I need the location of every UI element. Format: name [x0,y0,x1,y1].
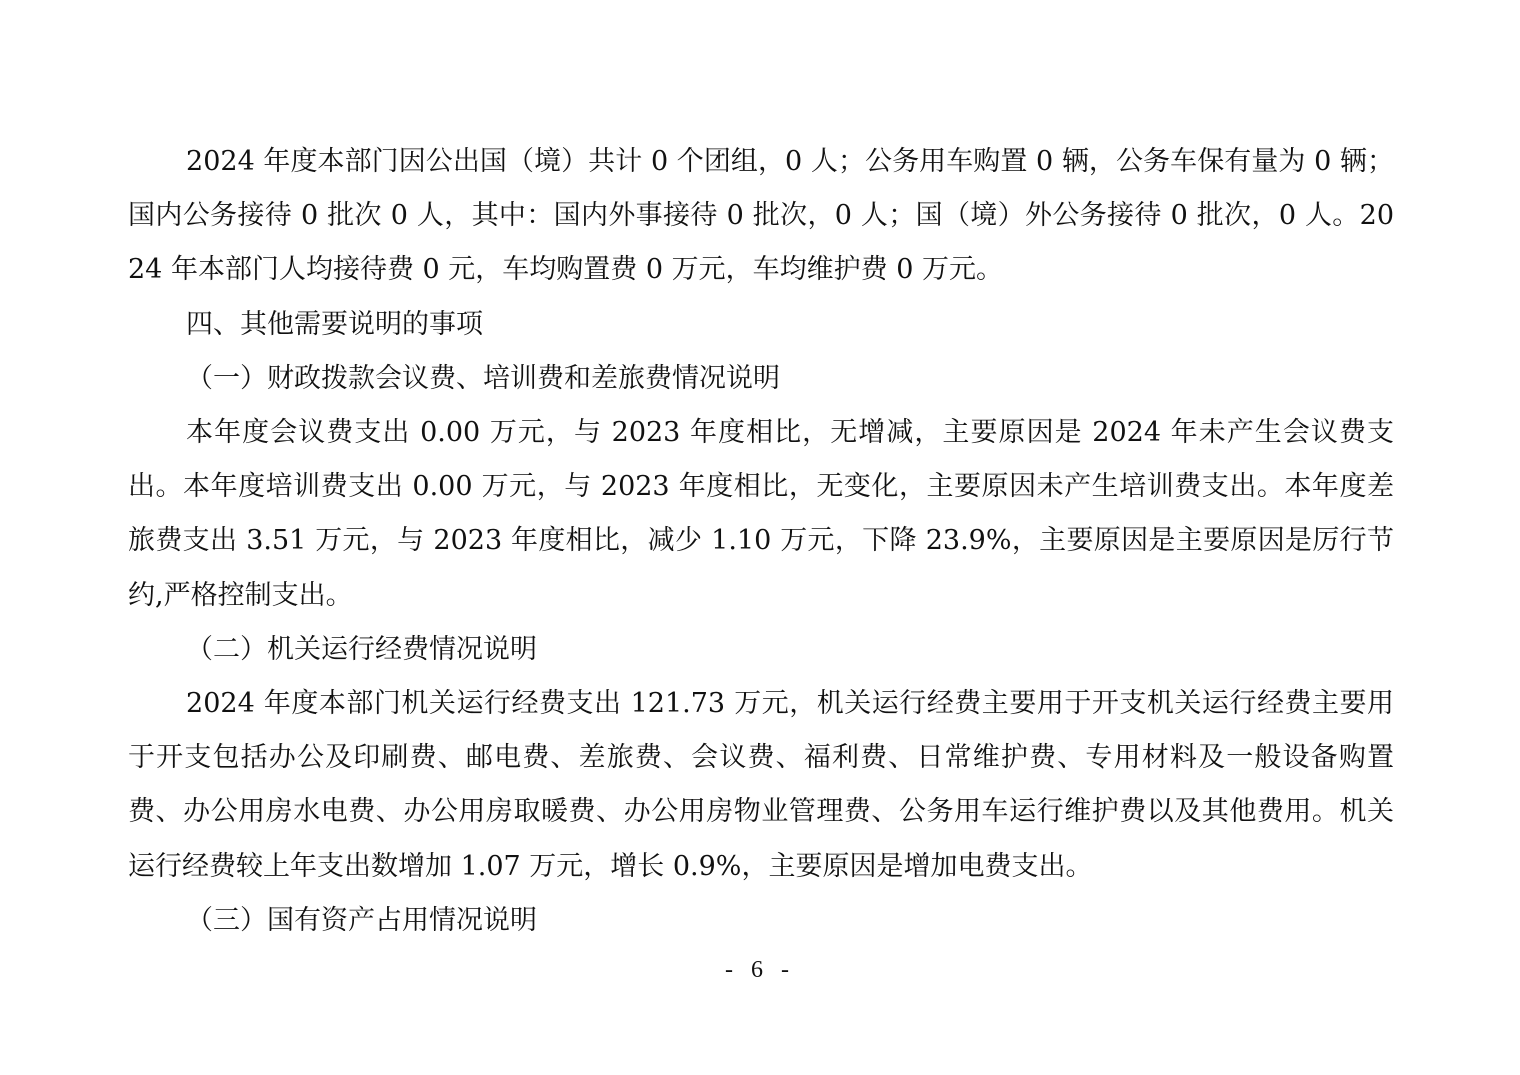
paragraph-operating-expenses: 2024 年度本部门机关运行经费支出 121.73 万元，机关运行经费主要用于开支机关运行经费主要用于开支包括办公及印刷费、邮电费、差旅费、会议费、福利费、日常维护费、专用材料及一般设备购置费、办公用房水电费、办公用房取暖费、办公用房物业管理费、公务用车运行维护费以及其他费用。机关运行经费较上年支出数增加 1.07 万元，增长 0.9%，主要原因是增加电费支出。 [128,688,1394,882]
document-body [128,135,1394,948]
subsection-heading-state-assets: （三）国有资产占用情况说明 [186,904,538,936]
subsection-heading-meeting-training-travel: （一）财政拨款会议费、培训费和差旅费情况说明 [186,362,781,394]
subsection-heading-operating-expenses: （二）机关运行经费情况说明 [186,633,538,665]
paragraph-overseas-travel-and-reception: 2024 年度本部门因公出国（境）共计 0 个团组，0 人；公务用车购置 0 辆，公务车保有量为 0 辆；国内公务接待 0 批次 0 人，其中：国内外事接待 0 批次，0 人；国（境）外公务接待 0 批次，0 人。2024 年本部门人均接待费 0 元，车均购置费 0 万元，车均维护费 0 万元。 [128,146,1394,286]
page-number: - 6 - [725,957,795,983]
paragraph-meeting-training-travel-expenses: 本年度会议费支出 0.00 万元，与 2023 年度相比，无增减，主要原因是 2024 年未产生会议费支出。本年度培训费支出 0.00 万元，与 2023 年度相比，无变化，主要原因未产生培训费支出。本年度差旅费支出 3.51 万元，与 2023 年度相比，减少 1.10 万元，下降 23.9%，主要原因是主要原因是厉行节约,严格控制支出。 [128,417,1394,611]
section-heading-other-matters: 四、其他需要说明的事项 [186,308,484,340]
